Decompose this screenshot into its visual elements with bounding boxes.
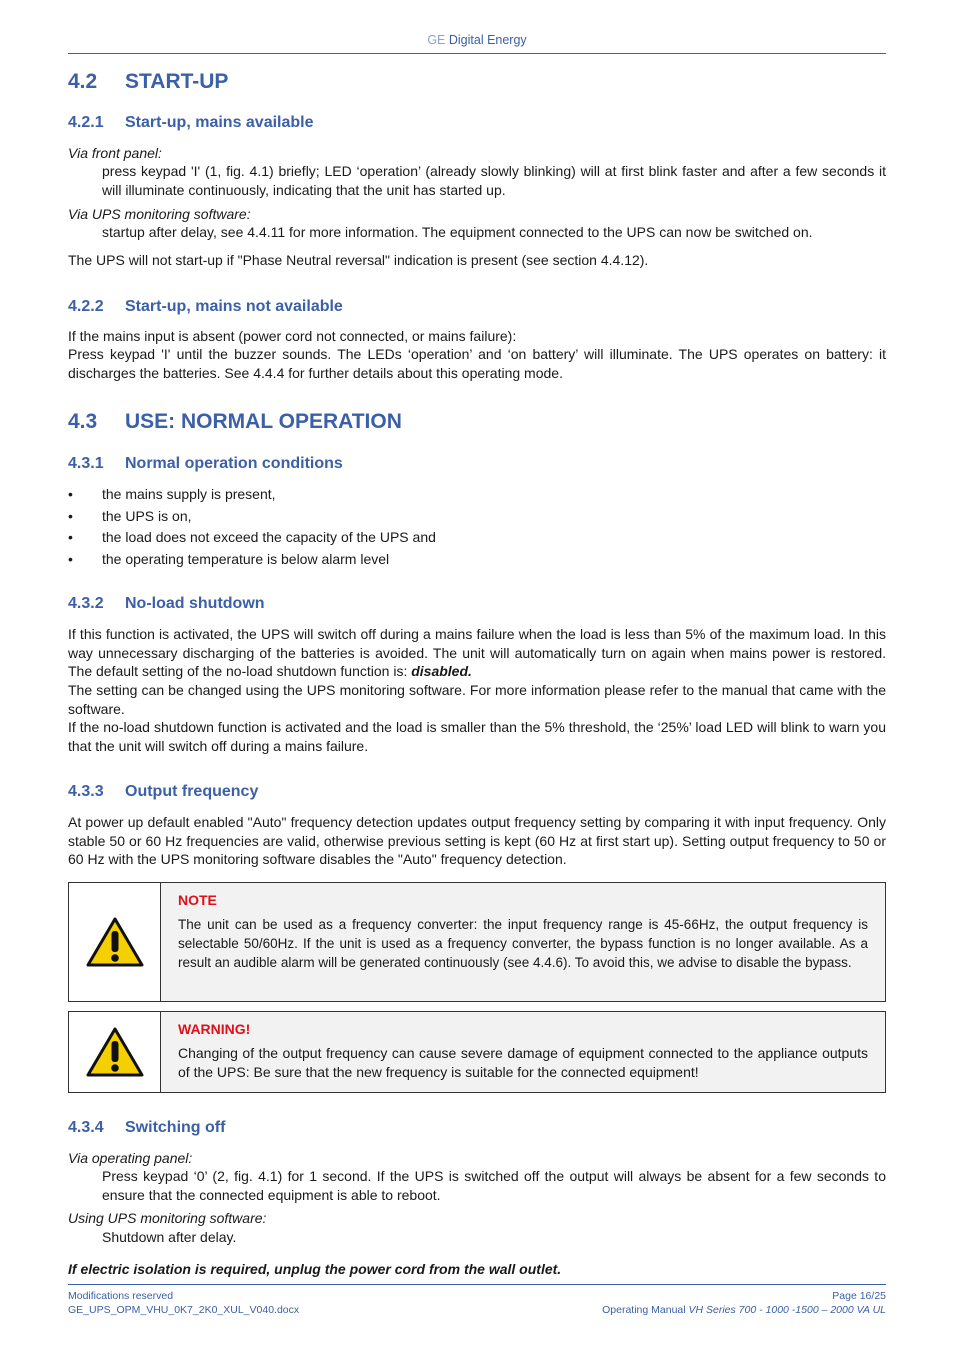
no-load-paragraph-3: If the no-load shutdown function is activated and the load is smaller than the 5% threshold, the ‘25%’ load LED will blink to warn you that the unit will switch off during a mains failure. <box>68 719 886 754</box>
section-4-2-1-heading <box>68 114 314 133</box>
section-4-3-2-heading <box>68 595 265 614</box>
phase-neutral-note: The UPS will not start-up if "Phase Neutral reversal" indication is present (see section 4.4.12). <box>68 252 649 268</box>
footer-modifications: Modifications reserved <box>68 1290 174 1302</box>
section-title: Switching off <box>125 1119 226 1136</box>
mains-absent-line: If the mains input is absent (power cord not connected, or mains failure): <box>68 328 517 344</box>
operation-conditions-list <box>68 485 886 571</box>
warning-triangle-icon <box>85 1026 145 1078</box>
warning-content <box>161 1012 885 1092</box>
warning-icon-cell <box>69 1012 161 1092</box>
section-number: 4.3.1 <box>68 455 104 472</box>
list-item: • the load does not exceed the capacity of the UPS and <box>68 528 886 550</box>
header-brand-name: Digital Energy <box>448 33 527 47</box>
no-load-paragraph-1 <box>68 625 886 681</box>
section-title: Start-up, mains available <box>125 114 314 131</box>
output-frequency-paragraph: At power up default enabled "Auto" frequency detection updates output frequency setting by comparing it with input frequency. Only stable 50 or 60 Hz frequencies are valid, otherwise previous setting is kept (60 Hz at first start up). Setting output frequency to 50 or 60 Hz with the UPS monitoring software disables the "Auto" frequency detection. <box>68 814 886 867</box>
section-title: Normal operation conditions <box>125 455 343 472</box>
section-4-3-heading <box>68 410 402 433</box>
default-setting-value: disabled. <box>411 663 472 679</box>
section-title: START-UP <box>125 70 229 93</box>
footer-manual-prefix: Operating Manual <box>602 1303 689 1316</box>
section-4-2-2-heading <box>68 298 343 317</box>
header-brand-prefix: GE <box>427 33 446 47</box>
footer-left <box>68 1290 299 1317</box>
operating-panel-text: Press keypad ‘0’ (2, fig. 4.1) for 1 second. If the UPS is switched off the output will always be absent for a few seconds to ensure that the connected equipment is able to reboot. <box>102 1168 886 1203</box>
note-title: NOTE <box>178 892 217 908</box>
switch-off-software-text: Shutdown after delay. <box>102 1229 237 1245</box>
no-load-paragraph-2: The setting can be changed using the UPS monitoring software. For more information please refer to the manual that came with the software. <box>68 682 886 717</box>
section-title: Start-up, mains not available <box>125 298 343 315</box>
header-rule <box>68 53 886 54</box>
monitoring-software-text: startup after delay, see 4.4.11 for more information. The equipment connected to the UPS can now be switched on. <box>102 224 813 240</box>
section-number: 4.2.2 <box>68 298 104 315</box>
section-title: Output frequency <box>125 783 259 800</box>
switch-off-software-label: Using UPS monitoring software: <box>68 1210 267 1226</box>
front-panel-label: Via front panel: <box>68 145 162 161</box>
section-4-3-3-heading <box>68 783 258 802</box>
page-header <box>68 31 886 50</box>
section-4-2-heading <box>68 70 229 93</box>
section-number: 4.2.1 <box>68 114 104 131</box>
section-number: 4.3.4 <box>68 1119 104 1136</box>
section-title: No-load shutdown <box>125 595 265 612</box>
warning-title: WARNING! <box>178 1021 251 1037</box>
section-number: 4.2 <box>68 70 98 93</box>
section-number: 4.3.3 <box>68 783 104 800</box>
footer-filename: GE_UPS_OPM_VHU_0K7_2K0_XUL_V040.docx <box>68 1303 300 1316</box>
section-title: USE: NORMAL OPERATION <box>125 410 402 433</box>
note-box <box>68 882 886 1002</box>
warning-text: Changing of the output frequency can cause severe damage of equipment connected to the appliance outputs of the UPS: Be sure that the new frequency is suitable for the connected equipment! <box>178 1045 868 1080</box>
section-number: 4.3 <box>68 410 98 433</box>
front-panel-text: press keypad 'I' (1, fig. 4.1) briefly; LED ‘operation’ (already slowly blinking) will at first blink faster and after a few seconds it will illuminate continuously, indicating that the unit has started up. <box>102 163 886 198</box>
list-item: • the mains supply is present, <box>68 485 886 507</box>
footer-manual-title <box>602 1304 886 1318</box>
operating-panel-label: Via operating panel: <box>68 1150 193 1166</box>
note-content <box>161 883 885 1001</box>
footer-right <box>602 1290 886 1317</box>
warning-box <box>68 1011 886 1093</box>
footer-page-number: Page 16/25 <box>832 1290 886 1302</box>
section-4-3-4-heading <box>68 1119 225 1138</box>
footer-rule <box>68 1284 886 1285</box>
list-item: • the UPS is on, <box>68 507 886 529</box>
section-4-3-1-heading <box>68 455 343 474</box>
monitoring-software-label: Via UPS monitoring software: <box>68 206 251 222</box>
mains-absent-instructions: Press keypad 'I' until the buzzer sounds. The LEDs ‘operation’ and ‘on battery’ will illuminate. The UPS operates on battery: it discharges the batteries. See 4.4.4 for further details about this operating mode. <box>68 346 886 381</box>
note-icon-cell <box>69 883 161 1001</box>
no-load-text: If this function is activated, the UPS will switch off during a mains failure when the load is less than 5% of the maximum load. In this way unnecessary discharging of the batteries is avoided. The unit will automatically turn on again when mains power is restored. The default setting of the no-load shutdown function is: <box>68 626 886 679</box>
warning-triangle-icon <box>85 916 145 968</box>
footer-model: VH Series 700 - 1000 -1500 – 2000 VA UL <box>688 1303 886 1316</box>
list-item: • the operating temperature is below alarm level <box>68 550 886 572</box>
electric-isolation-warning: If electric isolation is required, unplug the power cord from the wall outlet. <box>68 1261 562 1277</box>
section-number: 4.3.2 <box>68 595 104 612</box>
note-text: The unit can be used as a frequency converter: the input frequency range is 45-66Hz, the output frequency is selectable 50/60Hz. If the unit is used as a frequency converter, the bypass function is no longer available. As a result an audible alarm will be generated continuously (see 4.4.6). To avoid this, we advise to disable the bypass. <box>178 917 868 970</box>
